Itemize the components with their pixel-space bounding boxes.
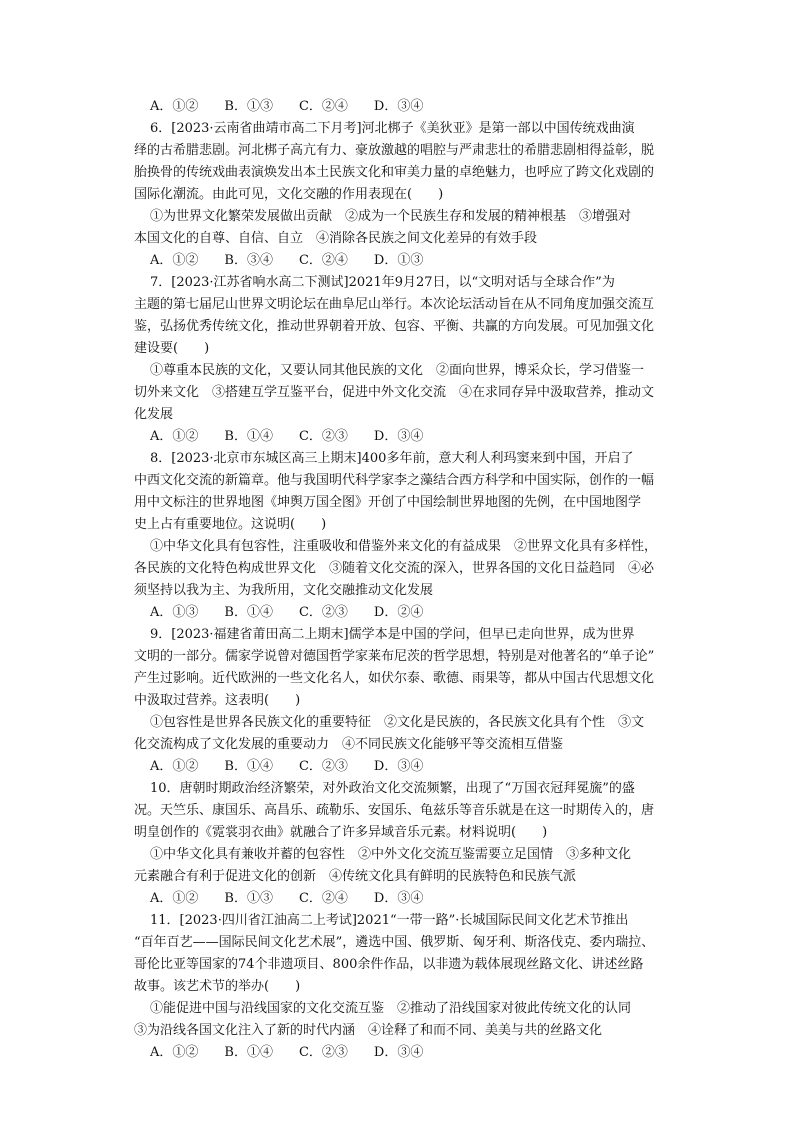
option-a: A．①② (150, 891, 199, 906)
choice-line: ①中华文化具有包容性，注重吸收和借鉴外来文化的有益成果 ②世界文化具有多样性， (150, 539, 658, 554)
choice-line: ①中华文化具有兼收并蓄的包容性 ②中外文化交流互鉴需要立足国情 ③多种文化 (150, 847, 632, 862)
option-c: C．②③ (298, 759, 348, 774)
option-c: C．②④ (298, 891, 348, 906)
option-a: A．①② (150, 253, 199, 268)
choice-line: 化发展 (134, 407, 174, 422)
question-stem-line: 建设要( ) (134, 341, 210, 356)
option-d: D．③④ (373, 759, 424, 774)
choice-line: 本国文化的自尊、自信、自立 ④消除各民族之间文化差异的有效手段 (134, 231, 538, 246)
question-stem-line: 文明的一部分。儒家学说曾对德国哲学家莱布尼茨的哲学思想，特别是对他著名的“单子论” (134, 649, 655, 664)
question-stem-line: 8．[2023·北京市东城区高三上期末]400多年前，意大利人利玛窦来到中国，开启了 (150, 451, 634, 466)
option-c: C．②④ (298, 99, 348, 114)
option-d: D．①③ (373, 253, 424, 268)
question-9 (134, 624, 658, 778)
option-b: B．①④ (224, 605, 273, 620)
answer-options (148, 1042, 658, 1064)
question-stem-line: 故事。该艺术节的举办( ) (134, 979, 301, 994)
option-a: A．①② (150, 99, 199, 114)
option-d: D．③④ (373, 891, 424, 906)
question-6 (134, 118, 658, 272)
answer-options (148, 250, 658, 272)
question-stem-line: 9．[2023·福建省莆田高二上期末]儒学本是中国的学问，但早已走向世界，成为世界 (150, 627, 635, 642)
choice-line: ①包容性是世界各民族文化的重要特征 ②文化是民族的，各民族文化具有个性 ③文 (150, 715, 645, 730)
answer-options (148, 888, 658, 910)
question-stem-line: “百年百艺——国际民间文化艺术展”，遴选中国、俄罗斯、匈牙利、斯洛伐克、委内瑞拉、 (134, 935, 655, 950)
question-stem-line: 11．[2023·四川省江油高二上考试]2021“一带一路”·长城国际民间文化艺术节推出 (150, 913, 629, 928)
question-10 (134, 778, 658, 910)
option-b: B．①④ (224, 1045, 273, 1060)
choice-line: 元素融合有利于促进文化的创新 ④传统文化具有鲜明的民族特色和民族气派 (134, 869, 577, 884)
question-stem-line: 绎的古希腊悲剧。河北梆子高亢有力、豪放激越的唱腔与严肃悲壮的希腊悲剧相得益彰，脱 (134, 143, 655, 158)
option-b: B．①③ (224, 99, 273, 114)
question-stem-line: 7．[2023·江苏省响水高二下测试]2021年9月27日，以“文明对话与全球合作”为 (150, 275, 615, 290)
option-b: B．①④ (224, 759, 273, 774)
question-stem-line: 哥伦比亚等国家的74个非遗项目、800余件作品，以非遗为载体展现丝路文化、讲述丝路 (134, 957, 644, 972)
option-a: A．①③ (150, 605, 199, 620)
question-stem-line: 胎换骨的传统戏曲表演焕发出本土民族文化和审美力量的卓绝魅力，也呼应了跨文化戏剧的 (134, 165, 655, 180)
answer-options (148, 756, 658, 778)
question-7 (134, 272, 658, 448)
answer-options (148, 602, 658, 624)
question-content (134, 96, 658, 1064)
question-stem-line: 中汲取过营养。这表明( ) (134, 693, 301, 708)
question-8 (134, 448, 658, 624)
question-stem-line: 产生过影响。近代欧洲的一些文化名人，如伏尔泰、歌德、雨果等，都从中国古代思想文化 (134, 671, 655, 686)
choice-line: 切外来文化 ③搭建互学互鉴平台，促进中外文化交流 ④在求同存异中汲取营养，推动文 (134, 385, 655, 400)
option-d: D．③④ (373, 429, 424, 444)
choice-line: ③为沿线各国文化注入了新的时代内涵 ④诠释了和而不同、美美与共的丝路文化 (134, 1023, 603, 1038)
choice-line: 须坚持以我为主、为我所用，文化交融推动文化发展 (134, 583, 434, 598)
question-stem-line: 史上占有重要地位。这说明( ) (134, 517, 327, 532)
option-c: C．②④ (298, 253, 348, 268)
choice-line: 化交流构成了文化发展的重要动力 ④不同民族文化能够平等交流相互借鉴 (134, 737, 564, 752)
option-c: C．②③ (298, 605, 348, 620)
option-c: C．②③ (298, 429, 348, 444)
choice-line: ①为世界文化繁荣发展做出贡献 ②成为一个民族生存和发展的精神根基 ③增强对 (150, 209, 632, 224)
question-stem-line: 主题的第七届尼山世界文明论坛在曲阜尼山举行。本次论坛活动旨在从不同角度加强交流互 (134, 297, 655, 312)
question-stem-line: 明皇创作的《霓裳羽衣曲》就融合了许多异域音乐元素。材料说明( ) (134, 825, 548, 840)
option-a: A．①② (150, 429, 199, 444)
option-c: C．②③ (298, 1045, 348, 1060)
answer-options (148, 426, 658, 448)
option-d: D．②④ (373, 605, 424, 620)
option-b: B．③④ (224, 253, 273, 268)
option-d: D．③④ (373, 1045, 424, 1060)
answer-options (148, 96, 658, 118)
question-stem-line: 国际化潮流。由此可见，文化交融的作用表现在( ) (134, 187, 444, 202)
option-b: B．①④ (224, 429, 273, 444)
question-stem-line: 用中文标注的世界地图《坤舆万国全图》开创了中国绘制世界地图的先例，在中国地图学 (134, 495, 642, 510)
question-11 (134, 910, 658, 1064)
choice-line: 各民族的文化特色构成世界文化 ③随着文化交流的深入，世界各国的文化日益趋同 ④必 (134, 561, 655, 576)
option-d: D．③④ (373, 99, 424, 114)
option-a: A．①② (150, 759, 199, 774)
question-stem-line: 中西文化交流的新篇章。他与我国明代科学家李之藻结合西方科学和中国实际，创作的一幅 (134, 473, 655, 488)
question-stem-line: 况。天竺乐、康国乐、高昌乐、疏勒乐、安国乐、龟兹乐等音乐就是在这一时期传入的，唐 (134, 803, 655, 818)
choice-line: ①尊重本民族的文化，又要认同其他民族的文化 ②面向世界，博采众长，学习借鉴一 (150, 363, 645, 378)
question-stem-line: 10．唐朝时期政治经济繁荣，对外政治文化交流频繁，出现了“万国衣冠拜冕旒”的盛 (150, 781, 635, 796)
choice-line: ①能促进中国与沿线国家的文化交流互鉴 ②推动了沿线国家对彼此传统文化的认同 (150, 1001, 632, 1016)
option-b: B．①③ (224, 891, 273, 906)
question-stem-line: 鉴，弘扬优秀传统文化，推动世界朝着开放、包容、平衡、共赢的方向发展。可见加强文化 (134, 319, 655, 334)
question-stem-line: 6．[2023·云南省曲靖市高二下月考]河北梆子《美狄亚》是第一部以中国传统戏曲演 (150, 121, 635, 136)
option-a: A．①② (150, 1045, 199, 1060)
